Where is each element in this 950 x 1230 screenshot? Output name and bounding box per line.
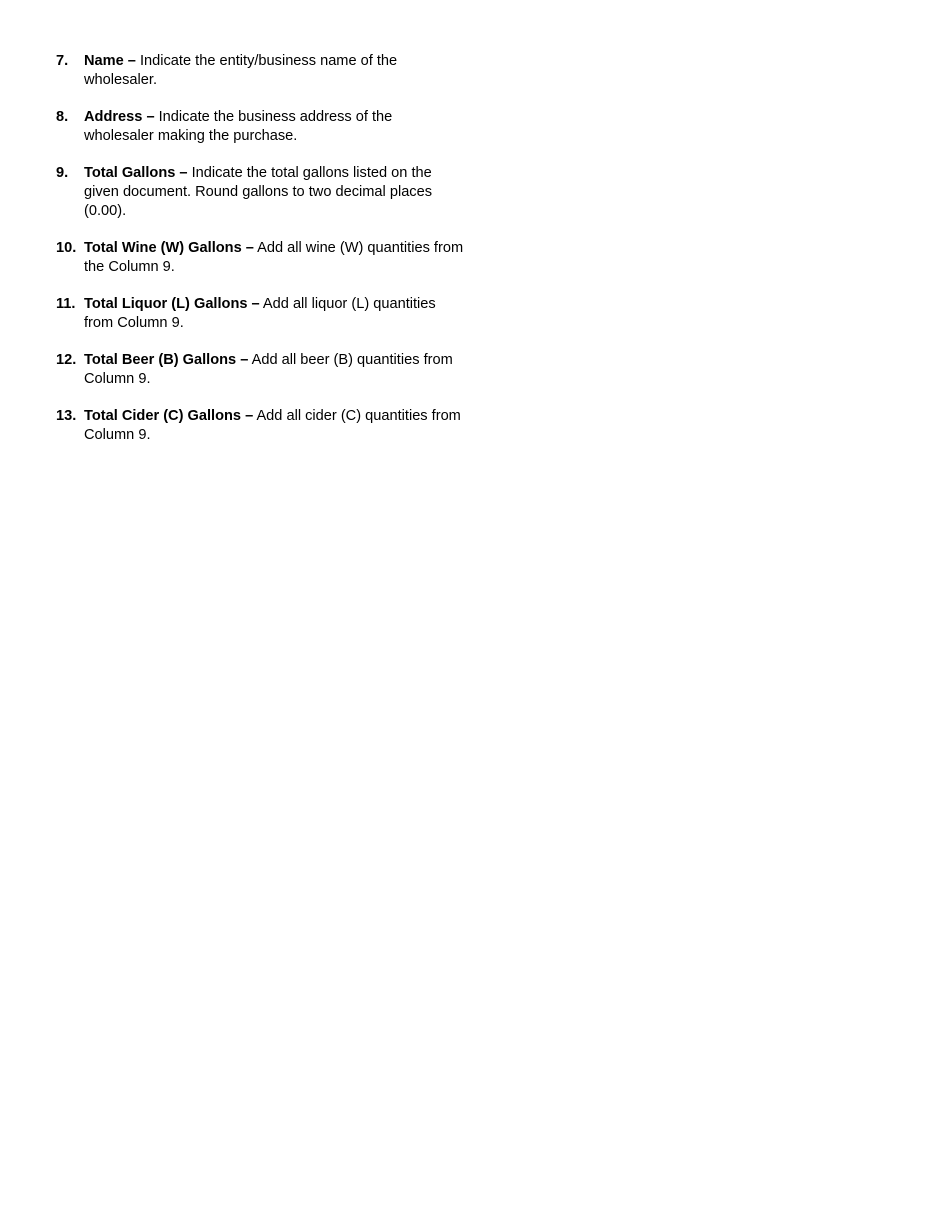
instruction-item-13 bbox=[56, 407, 466, 445]
item-description: Add all liquor (L) quantities from Column 9. bbox=[84, 296, 436, 331]
item-number: 13. bbox=[56, 408, 77, 425]
item-number: 11. bbox=[56, 296, 76, 313]
instruction-item-7 bbox=[56, 52, 466, 90]
instruction-item-9 bbox=[56, 164, 466, 220]
instruction-item-12 bbox=[56, 351, 466, 389]
instruction-list bbox=[56, 52, 466, 463]
item-number: 10. bbox=[56, 240, 77, 257]
item-description: Add all beer (B) quantities from Column 9. bbox=[84, 352, 453, 388]
item-term: Address – bbox=[84, 109, 155, 126]
item-description: Add all cider (C) quantities from Column 9. bbox=[84, 408, 461, 444]
item-description: Add all wine (W) quantities from the Column 9. bbox=[84, 240, 464, 275]
item-number: 7. bbox=[56, 53, 69, 69]
item-term: Total Beer (B) Gallons – bbox=[84, 352, 249, 369]
item-term: Name – bbox=[84, 53, 136, 69]
instruction-item-8 bbox=[56, 108, 466, 146]
item-term: Total Wine (W) Gallons – bbox=[84, 240, 254, 257]
item-number: 12. bbox=[56, 352, 77, 369]
item-number: 9. bbox=[56, 165, 69, 182]
item-number: 8. bbox=[56, 109, 69, 126]
item-description: Indicate the business address of the wholesaler making the purchase. bbox=[84, 109, 393, 144]
item-term: Total Cider (C) Gallons – bbox=[84, 408, 254, 425]
item-description: Indicate the entity/business name of the wholesaler. bbox=[84, 53, 398, 88]
item-term: Total Liquor (L) Gallons – bbox=[84, 296, 260, 313]
item-term: Total Gallons – bbox=[84, 165, 188, 182]
instruction-item-10 bbox=[56, 239, 466, 277]
instruction-item-11 bbox=[56, 295, 466, 333]
item-description: Indicate the total gallons listed on the given document. Round gallons to two decimal places (0.00). bbox=[84, 165, 433, 219]
